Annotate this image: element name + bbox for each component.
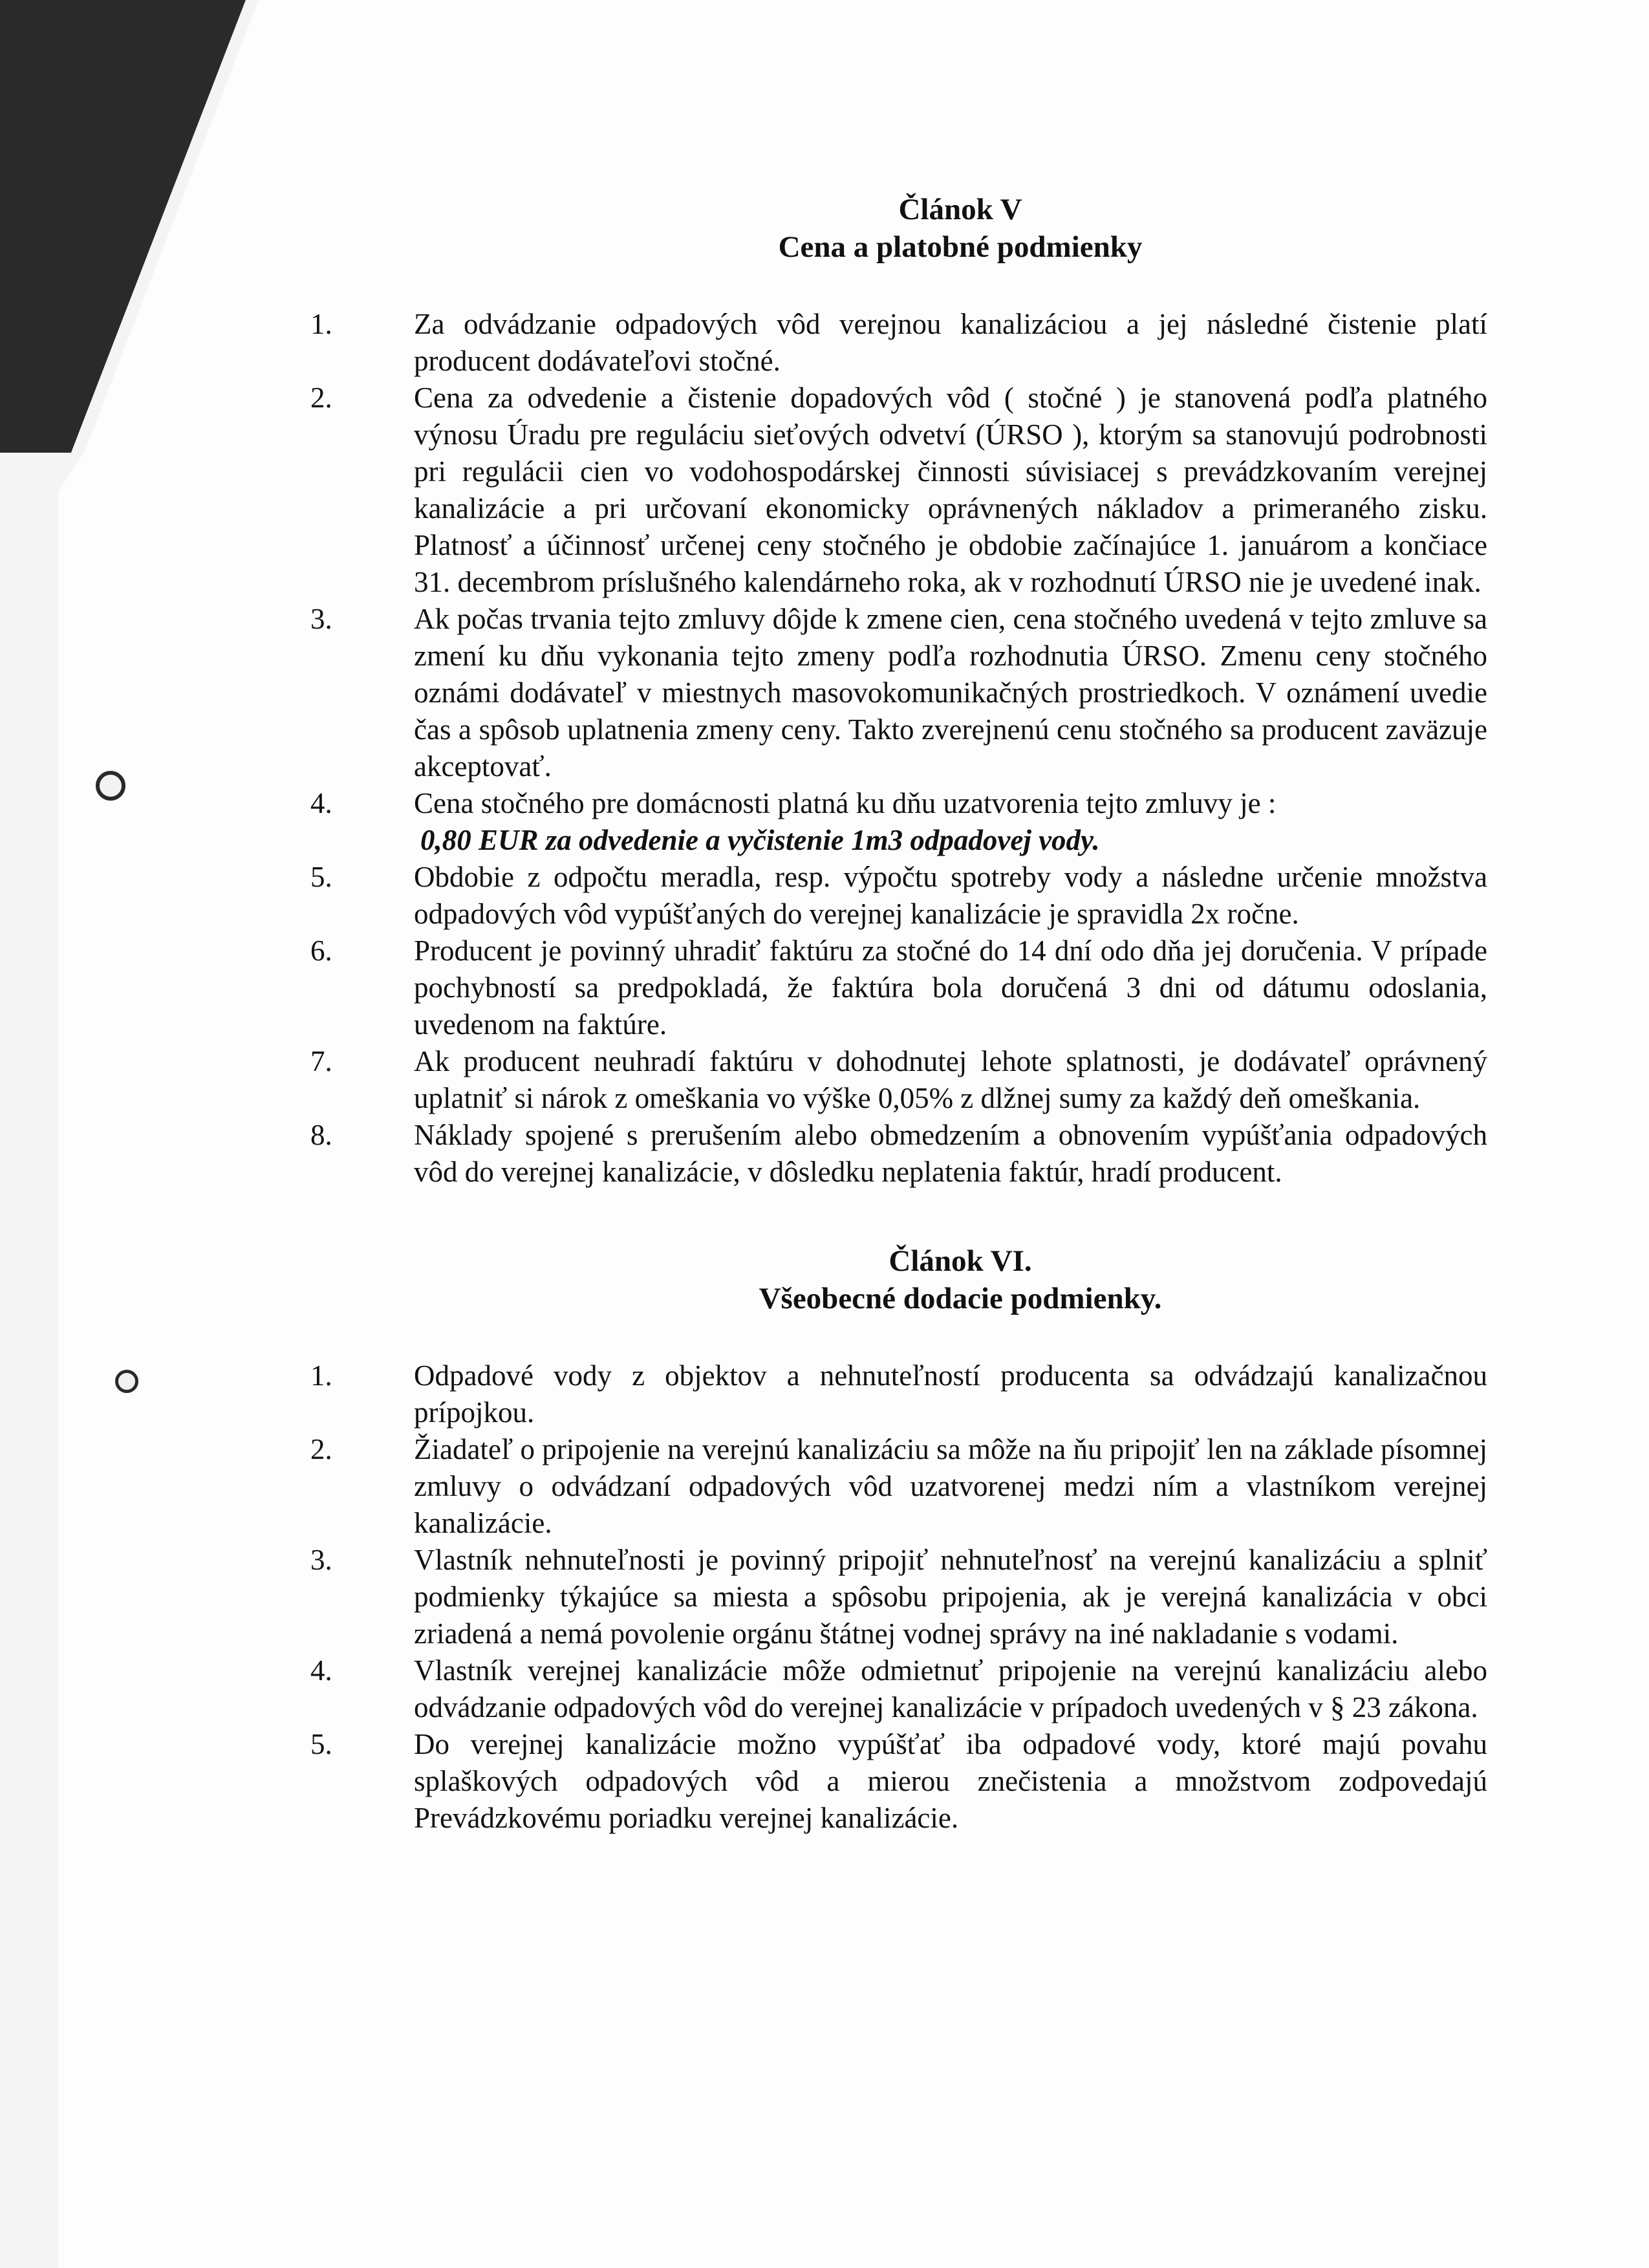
numbered-paragraph — [310, 785, 1487, 859]
numbered-paragraph — [310, 601, 1487, 785]
paragraph-text: Za odvádzanie odpadových vôd verejnou kanalizáciou a jej následné čistenie platí producent dodávateľovi stočné. — [414, 308, 1487, 377]
numbered-paragraph — [310, 1431, 1487, 1542]
numbered-paragraph — [310, 1043, 1487, 1117]
article-heading — [310, 191, 1487, 266]
punch-hole-top — [96, 771, 125, 801]
numbered-paragraph — [310, 1542, 1487, 1652]
article-subtitle: Cena a platobné podmienky — [778, 230, 1143, 264]
paragraph-body — [414, 380, 1487, 601]
numbered-paragraph — [310, 859, 1487, 933]
paragraph-text: Ak producent neuhradí faktúru v dohodnutej lehote splatnosti, je dodávateľ oprávnený uplatniť si nárok z omeškania vo výške 0,05% z dlžnej sumy za každý deň omeškania. — [414, 1045, 1487, 1114]
paragraph-text: Obdobie z odpočtu meradla, resp. výpočtu spotreby vody a následne určenie množstva odpadových vôd vypúšťaných do verejnej kanalizácie je spravidla 2x ročne. — [414, 861, 1487, 930]
article-section — [310, 191, 1487, 1191]
paragraph-body — [414, 1431, 1487, 1542]
paragraph-body — [414, 1043, 1487, 1117]
paragraph-text: Vlastník verejnej kanalizácie môže odmietnuť pripojenie na verejnú kanalizáciu alebo odvádzanie odpadových vôd do verejnej kanalizácie v prípadoch uvedených v § 23 zákona. — [414, 1654, 1487, 1723]
paragraph-number: 5. — [310, 1728, 332, 1760]
paragraph-text: Náklady spojené s prerušením alebo obmedzením a obnovením vypúšťania odpadových vôd do verejnej kanalizácie, v dôsledku neplatenia faktúr, hradí producent. — [414, 1119, 1487, 1188]
numbered-paragraph — [310, 380, 1487, 601]
paragraph-number: 6. — [310, 934, 332, 967]
paragraph-number: 1. — [310, 1359, 332, 1392]
paragraph-number: 7. — [310, 1045, 332, 1077]
numbered-paragraph — [310, 306, 1487, 380]
paragraph-number: 4. — [310, 787, 332, 819]
paragraph-text: Žiadateľ o pripojenie na verejnú kanalizáciu sa môže na ňu pripojiť len na základe písomnej zmluvy o odvádzaní odpadových vôd uzatvorenej medzi ním a vlastníkom verejnej kanalizácie. — [414, 1433, 1487, 1539]
paragraph-text: Ak počas trvania tejto zmluvy dôjde k zmene cien, cena stočného uvedená v tejto zmluve sa zmení ku dňu vykonania tejto zmeny podľa rozhodnutia ÚRSO. Zmenu ceny stočného oznámi dodávateľ v miestnych masovokomunikačných prostriedkoch. V oznámení uvedie čas a spôsob uplatnenia zmeny ceny. Takto zverejnenú cenu stočného sa producent zaväzuje akceptovať. — [414, 603, 1487, 783]
numbered-paragraph — [310, 1652, 1487, 1726]
paragraph-number: 4. — [310, 1654, 332, 1687]
paragraph-body — [414, 306, 1487, 380]
paragraph-text: Cena za odvedenie a čistenie dopadových vôd ( stočné ) je stanovená podľa platného výnosu Úradu pre reguláciu sieťových odvetví (ÚRSO ), ktorým sa stanovujú podrobnosti pri regulácii cien vo vodohospodárskej činnosti súvisiacej s prevádzkovaním verejnej kanalizácie a pri určovaní ekonomicky oprávnených nákladov a primeraného zisku. Platnosť a účinnosť určenej ceny stočného je obdobie začínajúce 1. januárom a končiace 31. decembrom príslušného kalendárneho roka, ak v rozhodnutí ÚRSO nie je uvedené inak. — [414, 382, 1487, 598]
numbered-paragraph — [310, 1117, 1487, 1191]
paragraph-number: 5. — [310, 861, 332, 893]
numbered-paragraph — [310, 933, 1487, 1043]
paragraph-number: 8. — [310, 1119, 332, 1151]
article-heading — [310, 1242, 1487, 1317]
paragraph-text: Odpadové vody z objektov a nehnuteľností producenta sa odvádzajú kanalizačnou prípojkou. — [414, 1359, 1487, 1429]
paragraph-body — [414, 1652, 1487, 1726]
paragraph-text: Vlastník nehnuteľnosti je povinný pripojiť nehnuteľnosť na verejnú kanalizáciu a splniť podmienky týkajúce sa miesta a spôsobu pripojenia, ak je verejná kanalizácia v obci zriadená a nemá povolenie orgánu štátnej vodnej správy na iné nakladanie s vodami. — [414, 1544, 1487, 1650]
paragraph-body — [414, 1117, 1487, 1191]
numbered-paragraph — [310, 1357, 1487, 1431]
paragraph-text: Producent je povinný uhradiť faktúru za stočné do 14 dní odo dňa jej doručenia. V prípade pochybností sa predpokladá, že faktúra bola doručená 3 dni od dátumu odoslania, uvedenom na faktúre. — [414, 934, 1487, 1041]
article-subtitle: Všeobecné dodacie podmienky. — [759, 1282, 1162, 1315]
paragraph-number: 2. — [310, 1433, 332, 1465]
document-body — [310, 191, 1487, 1837]
paragraph-body — [414, 601, 1487, 785]
article-section — [310, 1242, 1487, 1837]
paragraph-number: 3. — [310, 1544, 332, 1576]
paragraph-body — [414, 785, 1487, 859]
paragraph-number: 2. — [310, 382, 332, 414]
paragraph-body — [414, 933, 1487, 1043]
punch-hole-bottom — [115, 1370, 138, 1393]
paragraph-body — [414, 1542, 1487, 1652]
numbered-paragraph — [310, 1726, 1487, 1837]
paragraph-body — [414, 1357, 1487, 1431]
article-title: Článok V — [898, 193, 1022, 226]
paragraph-body — [414, 1726, 1487, 1837]
paragraph-text: Do verejnej kanalizácie možno vypúšťať iba odpadové vody, ktoré majú povahu splaškových odpadových vôd a mierou znečistenia a množstvom zodpovedajú Prevádzkovému poriadku verejnej kanalizácie. — [414, 1728, 1487, 1834]
price-highlight: 0,80 EUR za odvedenie a vyčistenie 1m3 odpadovej vody. — [420, 824, 1100, 856]
article-title: Článok VI. — [889, 1244, 1032, 1278]
paragraph-number: 3. — [310, 603, 332, 635]
paragraph-text: Cena stočného pre domácnosti platná ku dňu uzatvorenia tejto zmluvy je : — [414, 787, 1277, 819]
paragraph-number: 1. — [310, 308, 332, 340]
paragraph-body — [414, 859, 1487, 933]
